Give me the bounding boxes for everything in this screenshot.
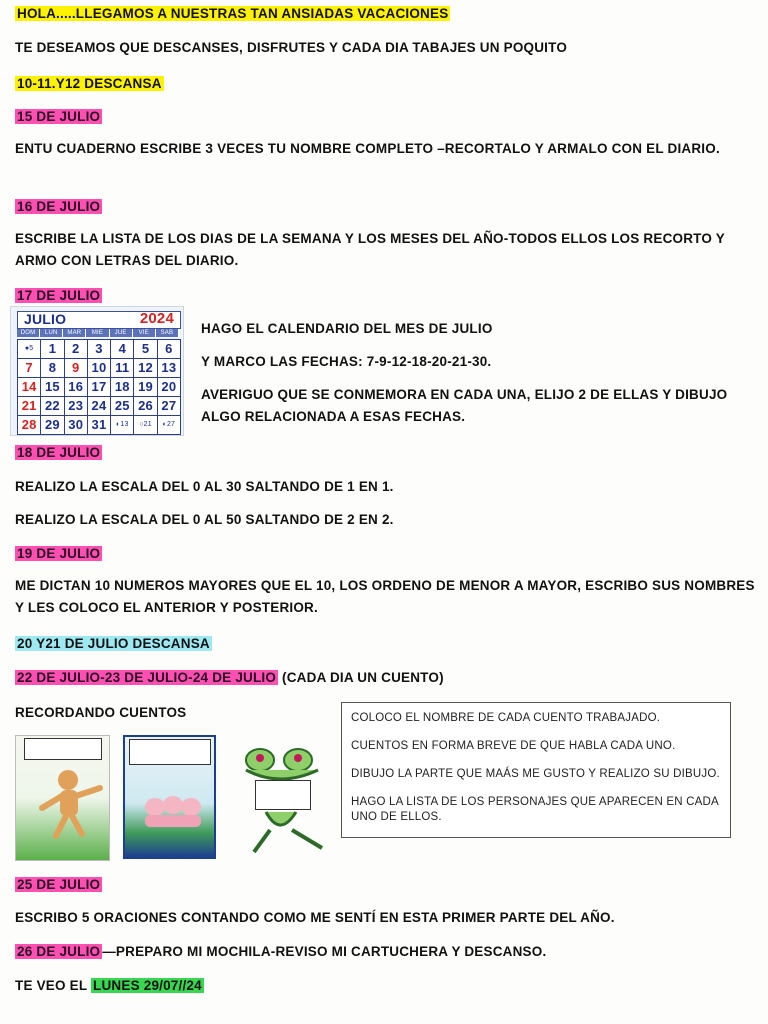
calendar-day-cell: 19 [134,378,156,396]
calendar-day-cell: 14 [18,378,40,396]
calendar-weekday: LUN [40,329,63,337]
date-heading-25 [15,876,102,893]
calendar-day-cell: 1 [41,340,63,358]
calendar-day-cell: ○21 [134,416,156,434]
date-heading-15 [15,108,102,125]
date-heading-26 [15,943,546,960]
calendar-day-cell: 6 [158,340,180,358]
calendar-header [17,311,181,329]
calendar-day-cell: 22 [41,397,63,415]
date-16: 16 DE JULIO [17,199,101,214]
calendar-day-cell: 2 [65,340,87,358]
calendar-weekday: MIE [86,329,109,337]
calendar-day-cell: 17 [88,378,110,396]
calendar-day-cell: 4 [111,340,133,358]
pigs-icon [125,737,214,857]
task-16: ESCRIBE LA LISTA DE LOS DIAS DE LA SEMANA Y LOS MESES DEL AÑO-TODOS ELLOS LOS RECORTO Y ARMO CON LETRAS DEL DIARIO. [15,231,725,268]
task-26: —PREPARO MI MOCHILA-REVISO MI CARTUCHERA Y DESCANSO. [102,944,547,959]
stories-title: RECORDANDO CUENTOS [15,705,187,720]
date-25: 25 DE JULIO [17,877,101,892]
calendar-day-cell: 18 [111,378,133,396]
closing-date: LUNES 29/07//24 [93,978,202,993]
calendar-weekday: SAB [156,329,179,337]
task-18-1: REALIZO LA ESCALA DEL 0 AL 30 SALTANDO DE 1 EN 1. [15,479,394,494]
rest-heading-20-21 [15,635,212,652]
date-heading-18 [15,444,102,461]
stories-note: (CADA DIA UN CUENTO) [282,670,444,685]
box-line-1: COLOCO EL NOMBRE DE CADA CUENTO TRABAJADO. [351,712,661,724]
date-heading-22-24 [15,669,444,686]
date-heading-16 [15,198,102,215]
calendar-weekday: VIE [133,329,156,337]
rest-line [15,75,164,92]
closing-line [15,977,204,994]
date-18: 18 DE JULIO [17,445,101,460]
calendar-grid [17,339,181,435]
date-heading-19 [15,545,102,562]
calendar-day-cell: ◐27 [158,416,180,434]
task-19: ME DICTAN 10 NUMEROS MAYORES QUE EL 10, LOS ORDENO DE MENOR A MAYOR, ESCRIBO SUS NOMBRES Y LES COLOCO EL ANTERIOR Y POSTERIOR. [15,578,755,615]
calendar-weekday: DOM [17,329,40,337]
calendar-day-cell: 5 [134,340,156,358]
gingerbread-figure-icon [16,736,109,860]
rest-20-21: 20 Y21 DE JULIO DESCANSA [17,636,210,651]
blank-label-box [255,780,311,810]
calendar-day-cell: 12 [134,359,156,377]
calendar-day-cell: 16 [65,378,87,396]
calendar-day-cell: 27 [158,397,180,415]
calendar-day-cell: 24 [88,397,110,415]
wish-line: TE DESEAMOS QUE DESCANSES, DISFRUTES Y CADA DIA TABAJES UN POQUITO [15,40,568,55]
rest-days-label: 10-11.Y12 DESCANSA [17,76,162,91]
calendar-day-cell: 3 [88,340,110,358]
calendar-day-cell: 29 [41,416,63,434]
calendar-day-cell: 11 [111,359,133,377]
greeting-text: HOLA.....LLEGAMOS A NUESTRAS TAN ANSIADAS VACACIONES [17,6,449,21]
calendar-weekdays [17,329,179,337]
story-illustration-frog [226,742,334,857]
calendar-day-cell: 13 [158,359,180,377]
calendar-day-cell: 8 [41,359,63,377]
calendar-day-cell: 7 [18,359,40,377]
date-26: 26 DE JULIO [17,944,101,959]
date-17: 17 DE JULIO [17,288,101,303]
box-line-4: HAGO LA LISTA DE LOS PERSONAJES QUE APARECEN EN CADA UNO DE ELLOS. [351,796,719,823]
date-19: 19 DE JULIO [17,546,101,561]
story-illustration-gingerbread [15,735,110,861]
calendar-year: 2024 [139,310,174,327]
date-15: 15 DE JULIO [17,109,101,124]
calendar-day-cell: 28 [18,416,40,434]
calendar-day-cell: 20 [158,378,180,396]
stories-instructions-box [341,702,731,838]
calendar-day-cell: 30 [65,416,87,434]
calendar-day-cell: ●5 [18,340,40,358]
calendar-day-cell: 23 [65,397,87,415]
calendar-day-cell: 10 [88,359,110,377]
calendar-day-cell: 15 [41,378,63,396]
calendar-day-cell: 31 [88,416,110,434]
calendar-day-cell: 9 [65,359,87,377]
calendar-day-cell: 21 [18,397,40,415]
calendar-day-cell: 26 [134,397,156,415]
task-17-1: HAGO EL CALENDARIO DEL MES DE JULIO [201,321,493,336]
greeting-line [15,5,450,22]
calendar-day-cell: 25 [111,397,133,415]
dates-22-24: 22 DE JULIO-23 DE JULIO-24 DE JULIO [17,670,277,685]
task-15: ENTU CUADERNO ESCRIBE 3 VECES TU NOMBRE COMPLETO –RECORTALO Y ARMALO CON EL DIARIO. [15,141,720,156]
task-17-2: Y MARCO LAS FECHAS: 7-9-12-18-20-21-30. [201,354,492,369]
box-line-3: DIBUJO LA PARTE QUE MAÁS ME GUSTO Y REALIZO SU DIBUJO. [351,768,720,780]
calendar-weekday: JUE [110,329,133,337]
calendar-weekday: MAR [63,329,86,337]
task-18-2: REALIZO LA ESCALA DEL 0 AL 50 SALTANDO DE 2 EN 2. [15,512,394,527]
task-25: ESCRIBO 5 ORACIONES CONTANDO COMO ME SENTÍ EN ESTA PRIMER PARTE DEL AÑO. [15,910,615,925]
story-illustration-three-pigs [123,735,216,859]
closing-prefix: TE VEO EL [15,978,92,993]
calendar-day-cell: ◐13 [111,416,133,434]
calendar-month: JULIO [24,311,67,327]
calendar-image [10,306,184,436]
task-17-3: AVERIGUO QUE SE CONMEMORA EN CADA UNA, ELIJO 2 DE ELLAS Y DIBUJO ALGO RELACIONADA A ESAS FECHAS. [201,387,728,424]
box-line-2: CUENTOS EN FORMA BREVE DE QUE HABLA CADA UNO. [351,740,676,752]
date-heading-17 [15,287,102,304]
